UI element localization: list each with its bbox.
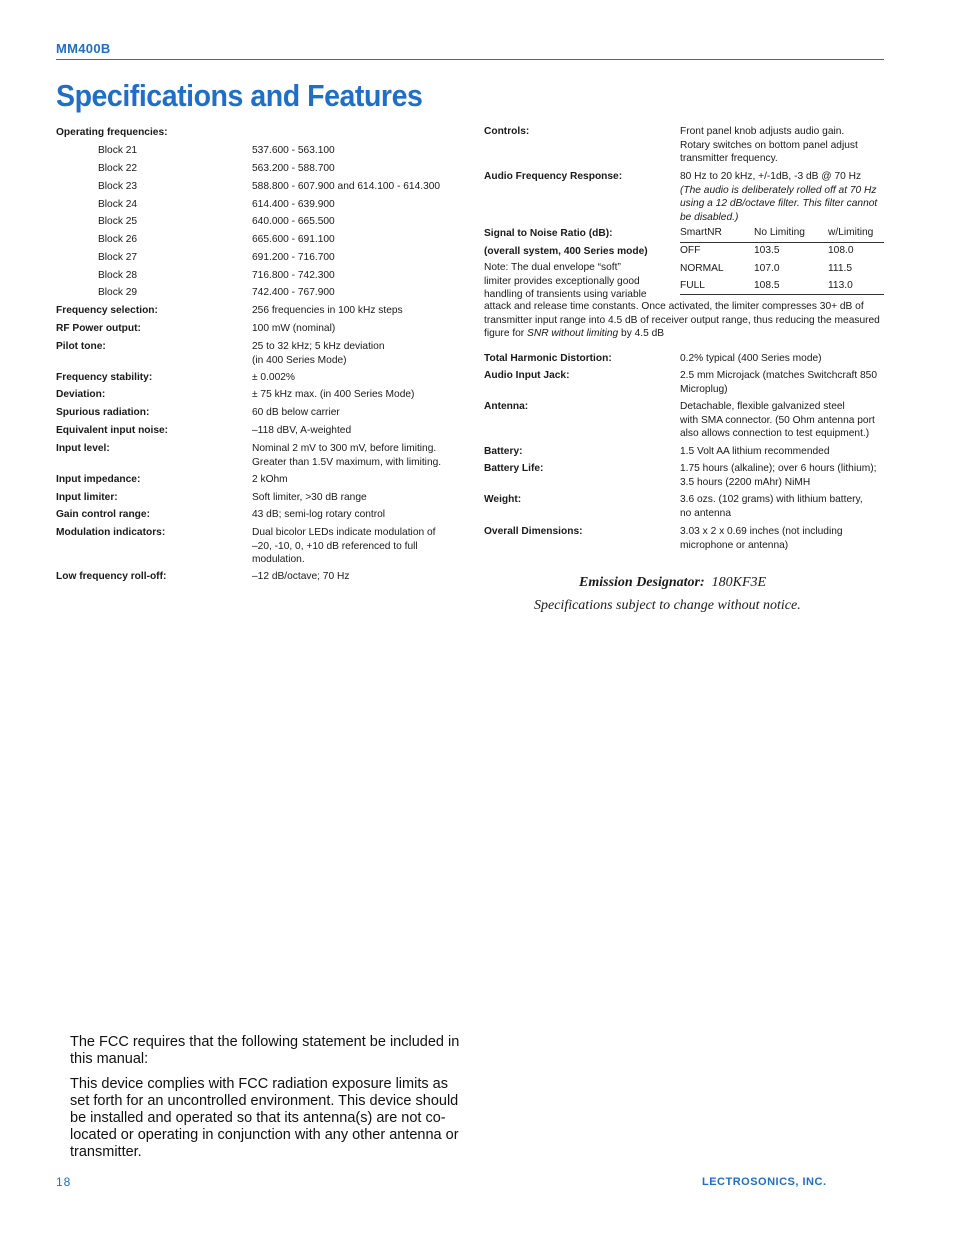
spec-value-line: (in 400 Series Mode) bbox=[252, 354, 347, 366]
spec-label-low-frequency-rolloff: Low frequency roll-off: bbox=[56, 571, 167, 582]
block-range: 640.000 - 665.500 bbox=[252, 216, 335, 227]
spec-value-thd: 0.2% typical (400 Series mode) bbox=[680, 353, 822, 364]
snr-cell: 107.0 bbox=[754, 262, 780, 274]
snr-note-line: Note: The dual envelope “soft” bbox=[484, 262, 621, 273]
block-range: 716.800 - 742.300 bbox=[252, 270, 335, 281]
spec-label-operating-frequencies: Operating frequencies: bbox=[56, 127, 168, 138]
emission-designator bbox=[579, 575, 766, 591]
snr-header-cell: SmartNR bbox=[680, 227, 722, 238]
spec-label-thd: Total Harmonic Distortion: bbox=[484, 353, 612, 364]
snr-cell: NORMAL bbox=[680, 262, 724, 274]
spec-value-line: transmitter frequency. bbox=[680, 153, 778, 164]
snr-cell: FULL bbox=[680, 280, 705, 292]
spec-label-antenna: Antenna: bbox=[484, 401, 529, 412]
snr-note-line: limiter provides exceptionally good bbox=[484, 275, 640, 287]
spec-value-input-limiter: Soft limiter, >30 dB range bbox=[252, 492, 367, 503]
spec-label-snr: Signal to Noise Ratio (dB): bbox=[484, 228, 613, 239]
snr-cell: OFF bbox=[680, 244, 701, 256]
spec-value-modulation-indicators bbox=[252, 526, 462, 567]
spec-label-frequency-selection: Frequency selection: bbox=[56, 305, 158, 316]
spec-label-frequency-stability: Frequency stability: bbox=[56, 372, 153, 383]
spec-label-gain-control-range: Gain control range: bbox=[56, 509, 150, 520]
block-name: Block 28 bbox=[98, 270, 138, 281]
snr-cell: 111.5 bbox=[828, 262, 852, 274]
snr-table bbox=[680, 226, 884, 297]
snr-table-row bbox=[680, 244, 884, 262]
block-name: Block 24 bbox=[98, 199, 138, 210]
snr-table-grid bbox=[680, 226, 884, 297]
spec-label-overall-dimensions: Overall Dimensions: bbox=[484, 526, 583, 537]
page-title: Specifications and Features bbox=[56, 78, 423, 113]
spec-label-audio-frequency-response: Audio Frequency Response: bbox=[484, 171, 623, 182]
spec-note-line: using a 12 dB/octave filter. This filter cannot bbox=[680, 198, 878, 209]
spec-value-line: –20, -10, 0, +10 dB referenced to full bbox=[252, 540, 418, 552]
spec-label-audio-input-jack: Audio Input Jack: bbox=[484, 370, 570, 381]
emission-value: 180KF3E bbox=[711, 575, 767, 590]
block-name: Block 27 bbox=[98, 252, 138, 263]
spec-label-weight: Weight: bbox=[484, 494, 522, 505]
spec-value-line: 25 to 32 kHz; 5 kHz deviation bbox=[252, 341, 385, 352]
spec-value-line: 3.5 hours (2200 mAhr) NiMH bbox=[680, 476, 811, 488]
spec-value-equivalent-input-noise: –118 dBV, A-weighted bbox=[252, 425, 352, 436]
block-name: Block 29 bbox=[98, 287, 138, 298]
block-name: Block 25 bbox=[98, 216, 138, 227]
spec-value-line: microphone or antenna) bbox=[680, 539, 789, 551]
snr-note-text: by 4.5 dB bbox=[618, 328, 665, 339]
spec-value-battery: 1.5 Volt AA lithium recommended bbox=[680, 446, 830, 457]
spec-value-input-impedance: 2 kOhm bbox=[252, 474, 288, 485]
spec-value-battery-life bbox=[680, 462, 890, 489]
disclaimer: Specifications subject to change without notice. bbox=[534, 598, 801, 613]
spec-label-input-limiter: Input limiter: bbox=[56, 492, 118, 503]
snr-note-narrow bbox=[484, 261, 674, 302]
spec-label-deviation: Deviation: bbox=[56, 389, 106, 400]
spec-value-antenna bbox=[680, 400, 890, 441]
header-divider bbox=[56, 59, 884, 60]
spec-value-line: 2.5 mm Microjack (matches Switchcraft 850 bbox=[680, 370, 878, 381]
spec-value-line: Greater than 1.5V maximum, with limiting. bbox=[252, 456, 442, 468]
snr-note-line: attack and release time constants. Once activated, the limiter compresses 30+ dB of bbox=[484, 301, 864, 312]
snr-note-italic: SNR without limiting bbox=[527, 328, 619, 339]
block-name: Block 23 bbox=[98, 181, 138, 192]
block-range: 563.200 - 588.700 bbox=[252, 163, 335, 174]
block-range: 537.600 - 563.100 bbox=[252, 145, 335, 156]
snr-note-line bbox=[484, 327, 884, 341]
snr-header-cell: w/Limiting bbox=[828, 227, 874, 238]
spec-value-pilot-tone bbox=[252, 340, 452, 367]
block-name: Block 21 bbox=[98, 145, 138, 156]
spec-value-line: also allows connection to test equipment.) bbox=[680, 428, 870, 439]
snr-cell: 103.5 bbox=[754, 244, 780, 256]
spec-value-line: 3.6 ozs. (102 grams) with lithium battery, bbox=[680, 494, 863, 505]
spec-note-line: (The audio is deliberately rolled off at 70 Hz bbox=[680, 184, 877, 196]
spec-label-battery-life: Battery Life: bbox=[484, 463, 544, 474]
page-number: 18 bbox=[56, 1175, 72, 1189]
snr-table-bottom-rule bbox=[680, 294, 884, 295]
spec-value-line: Dual bicolor LEDs indicate modulation of bbox=[252, 527, 436, 538]
snr-note-text: figure for bbox=[484, 328, 528, 339]
spec-value-frequency-stability: ± 0.002% bbox=[252, 372, 295, 383]
spec-value-overall-dimensions bbox=[680, 525, 890, 552]
block-range: 691.200 - 716.700 bbox=[252, 252, 335, 263]
spec-label-spurious-radiation: Spurious radiation: bbox=[56, 407, 150, 418]
spec-value-controls bbox=[680, 125, 890, 166]
spec-value-spurious-radiation: 60 dB below carrier bbox=[252, 407, 340, 418]
spec-value-line: 3.03 x 2 x 0.69 inches (not including bbox=[680, 526, 843, 537]
spec-value-line: Nominal 2 mV to 300 mV, before limiting. bbox=[252, 443, 437, 454]
spec-label-input-impedance: Input impedance: bbox=[56, 474, 141, 485]
fcc-intro: The FCC requires that the following statement be included in this manual: bbox=[70, 1034, 460, 1067]
spec-note-line: be disabled.) bbox=[680, 211, 739, 223]
spec-value-deviation: ± 75 kHz max. (in 400 Series Mode) bbox=[252, 389, 415, 400]
spec-value-line: Microplug) bbox=[680, 383, 728, 395]
spec-label-battery: Battery: bbox=[484, 446, 523, 457]
spec-value-weight bbox=[680, 493, 890, 520]
spec-label-input-level: Input level: bbox=[56, 443, 110, 454]
snr-note-wide bbox=[484, 300, 884, 341]
spec-value-line: Front panel knob adjusts audio gain. bbox=[680, 126, 845, 137]
spec-value-audio-input-jack bbox=[680, 369, 890, 396]
company-name: LECTROSONICS, INC. bbox=[702, 1176, 827, 1188]
spec-value-line: 1.75 hours (alkaline); over 6 hours (lithium); bbox=[680, 463, 877, 474]
block-name: Block 26 bbox=[98, 234, 138, 245]
snr-header-cell: No Limiting bbox=[754, 227, 805, 238]
snr-note-line: transmitter input range into 4.5 dB of receiver output range, thus reducing the measured bbox=[484, 314, 880, 326]
spec-label-rf-power: RF Power output: bbox=[56, 323, 141, 334]
spec-value-line: 80 Hz to 20 kHz, +/-1dB, -3 dB @ 70 Hz bbox=[680, 171, 862, 182]
block-range: 665.600 - 691.100 bbox=[252, 234, 335, 245]
spec-label-controls: Controls: bbox=[484, 126, 530, 137]
snr-table-row bbox=[680, 262, 884, 280]
spec-value-line: modulation. bbox=[252, 554, 305, 565]
document-model-header: MM400B bbox=[56, 41, 111, 56]
spec-label-pilot-tone: Pilot tone: bbox=[56, 341, 106, 352]
snr-cell: 113.0 bbox=[828, 280, 853, 292]
fcc-statement: This device complies with FCC radiation exposure limits as set forth for an uncontrolled environment. This device should be installed and operated so that its antenna(s) are not co-located or operating in conjunction with any other antenna or transmitter. bbox=[70, 1076, 459, 1160]
emission-label: Emission Designator: bbox=[579, 575, 705, 590]
spec-value-rf-power: 100 mW (nominal) bbox=[252, 323, 336, 334]
block-name: Block 22 bbox=[98, 163, 138, 174]
spec-value-input-level bbox=[252, 442, 462, 469]
spec-value-audio-frequency-response bbox=[680, 170, 890, 224]
block-range: 614.400 - 639.900 bbox=[252, 199, 335, 210]
block-range: 742.400 - 767.900 bbox=[252, 287, 335, 298]
snr-table-top-rule bbox=[680, 242, 884, 243]
spec-value-line: with SMA connector. (50 Ohm antenna port bbox=[680, 414, 875, 426]
spec-value-frequency-selection: 256 frequencies in 100 kHz steps bbox=[252, 305, 403, 316]
block-range: 588.800 - 607.900 and 614.100 - 614.300 bbox=[252, 181, 441, 192]
spec-value-line: Detachable, flexible galvanized steel bbox=[680, 401, 845, 412]
spec-value-gain-control-range: 43 dB; semi-log rotary control bbox=[252, 509, 386, 520]
snr-cell: 108.5 bbox=[754, 280, 780, 292]
spec-label-modulation-indicators: Modulation indicators: bbox=[56, 527, 166, 538]
spec-sublabel-snr: (overall system, 400 Series mode) bbox=[484, 246, 648, 257]
snr-cell: 108.0 bbox=[828, 244, 854, 256]
snr-note-line: handling of transients using variable bbox=[484, 289, 647, 300]
spec-value-low-frequency-rolloff: –12 dB/octave; 70 Hz bbox=[252, 571, 350, 582]
spec-value-line: Rotary switches on bottom panel adjust bbox=[680, 139, 858, 151]
spec-value-line: no antenna bbox=[680, 507, 731, 519]
spec-label-equivalent-input-noise: Equivalent input noise: bbox=[56, 425, 169, 436]
